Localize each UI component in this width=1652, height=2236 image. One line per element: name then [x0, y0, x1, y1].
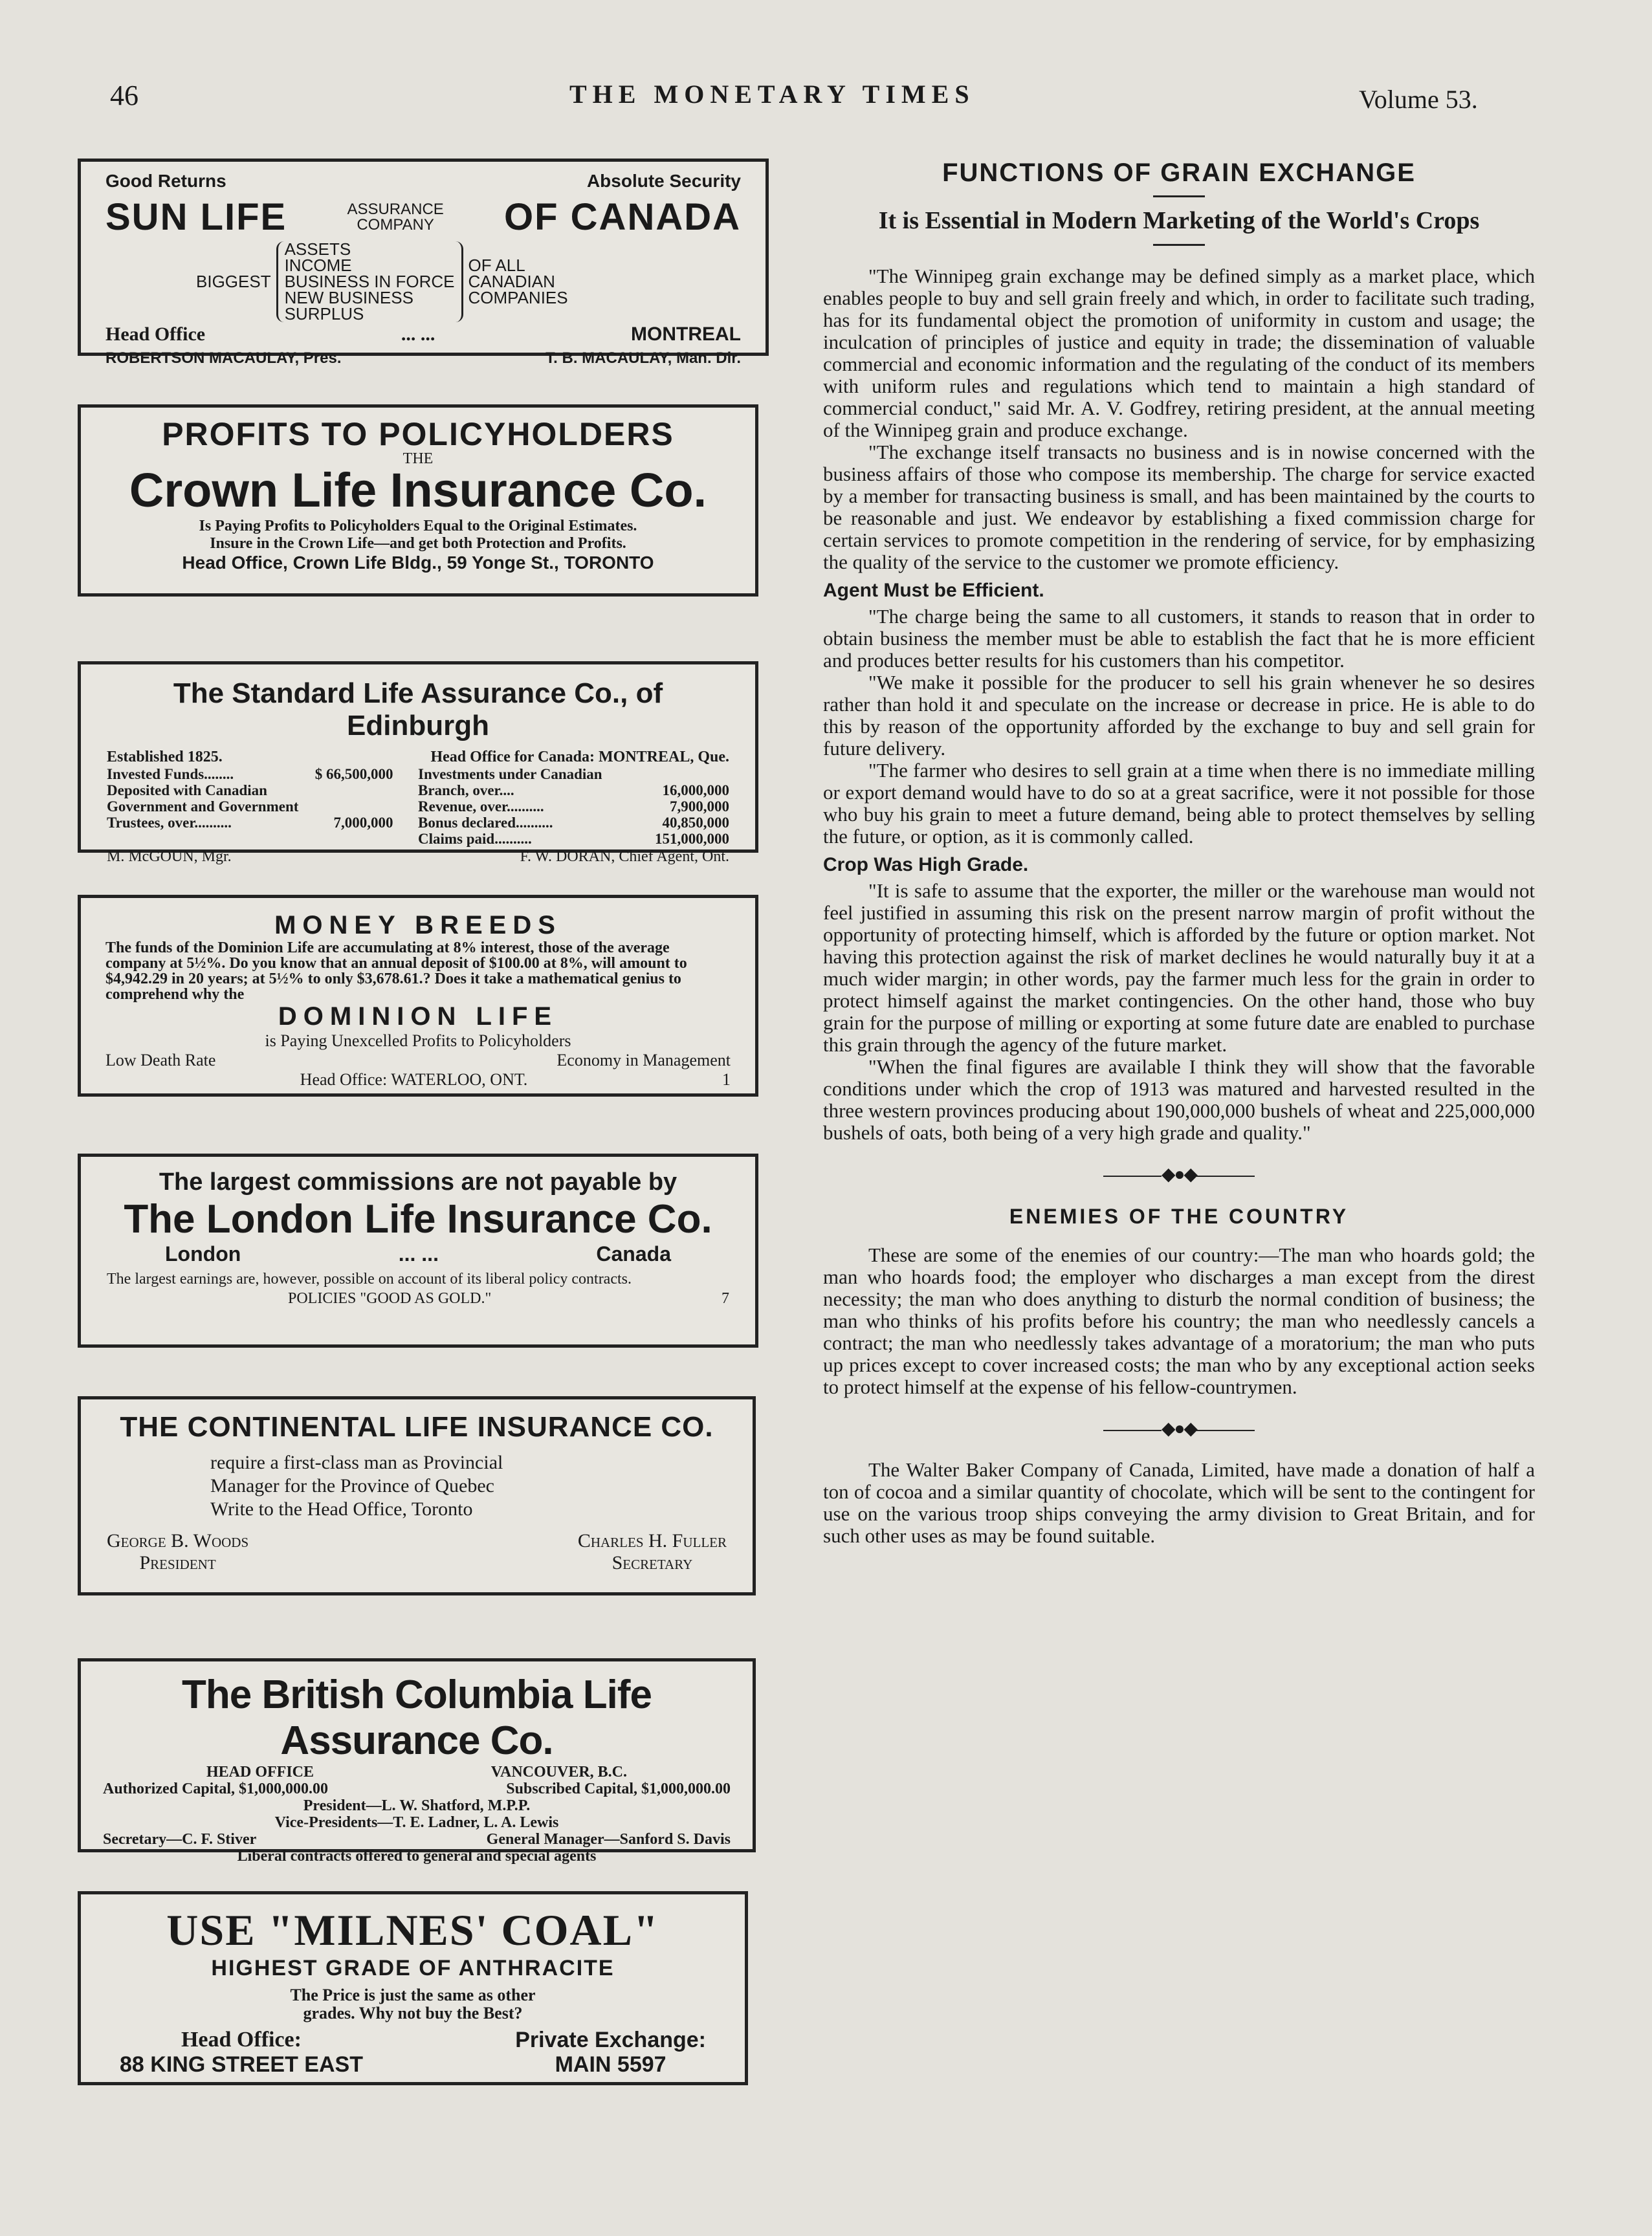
dominion-line-1: is Paying Unexcelled Profits to Policyholders [265, 1031, 571, 1050]
managing-director: T. B. MACAULAY, Man. Dir. [545, 349, 741, 367]
continental-body: require a first-class man as Provincial Manager for the Province of Quebec Write to the Head Office, Toronto [210, 1452, 503, 1520]
standard-name: The Standard Life Assurance Co., of Edinburgh [173, 677, 663, 741]
dominion-body: The funds of the Dominion Life are accumulating at 8% interest, those of the average company at 5½%. Do you know that an annual deposit of $100.00 at 8%, will amount to $4,942.29 in 20 years; at 5½% to only $3,678.61.? Does it take a mathematical genius to comprehend why the [105, 939, 687, 1003]
dots: ... ... [398, 1242, 439, 1266]
grain-article-title: FUNCTIONS OF GRAIN EXCHANGE [942, 159, 1416, 187]
continental-president: George B. Woods President [107, 1530, 249, 1573]
crown-name: Crown Life Insurance Co. [129, 463, 707, 517]
ad-crown-life [78, 404, 758, 597]
crown-line-1: Is Paying Profits to Policyholders Equal to the Original Estimates. [199, 518, 637, 534]
volume-label: Volume 53. [1359, 85, 1478, 114]
enemies-title: ENEMIES OF THE COUNTRY [1009, 1205, 1349, 1228]
of-canada: OF CANADA [504, 196, 741, 238]
crown-headline: PROFITS TO POLICYHOLDERS [162, 416, 674, 452]
dominion-headline: MONEY BREEDS [274, 911, 562, 939]
coal-line-1: The Price is just the same as other [290, 1986, 536, 2004]
grain-paragraph-5: "The farmer who desires to sell grain at a time when there is no immediate milling or export demand would have to do so at a great sacrifice, were it not possible for those who buy his grain to meet a future demand, being able to protect themselves by selling the future, or option, as it is commonly called. [823, 759, 1535, 848]
standard-left-col: Invested Funds........ $ 66,500,000 Deposited with Canadian Government and Government Trustees, over.......... 7,000,000 [107, 766, 393, 831]
grain-paragraph-2: "The exchange itself transacts no business and is in nowise concerned with the business affairs of those who compose its membership. The charge for service exacted by a member for transacting business is small, and has been maintained by the courts to be reasonable and just. We endeavor by establishing a fixed commission charge for certain services to promote competition in the rendering of service, for by emphasizing the quality of the service to the customer we promote efficiency. [823, 441, 1535, 573]
coal-line-2: grades. Why not buy the Best? [303, 2004, 523, 2022]
sun-life-name: SUN LIFE [105, 196, 287, 238]
grain-paragraph-4: "We make it possible for the producer to sell his grain whenever he so desires rather than hold it and speculate on the increase or decrease in price. He is able to do this by reason of the opportunity afforded by the exchange to buy and sell grain for future delivery. [823, 671, 1535, 760]
london-headline: The largest commissions are not payable by [159, 1168, 677, 1196]
grain-subhead-agent: Agent Must be Efficient. [823, 580, 1044, 601]
bc-secretary: Secretary—C. F. Stiver [103, 1831, 257, 1848]
london-body: The largest earnings are, however, possible on account of its liberal policy contracts. [107, 1271, 632, 1288]
biggest-items: ASSETS INCOME BUSINESS IN FORCE NEW BUSINESS SURPLUS [276, 241, 463, 322]
london-city: London [165, 1242, 241, 1266]
standard-head-office: Head Office for Canada: MONTREAL, Que. [430, 749, 729, 765]
grain-paragraph-7: "When the final figures are available I think they will show that the favorable conditions under which the crop of 1913 was matured and harvested resulted in the three western provinces producing about 190,000,000 bushels of wheat and 225,000,000 bushels of oats, both being of a very high grade and quality." [823, 1055, 1535, 1144]
page-header [0, 71, 1652, 129]
economy-management: Economy in Management [556, 1051, 731, 1069]
assurance-company: ASSURANCE COMPANY [347, 200, 444, 234]
continental-secretary: Charles H. Fuller Secretary [577, 1530, 727, 1573]
bc-president: President—L. W. Shatford, M.P.P. [303, 1797, 531, 1814]
canada: Canada [596, 1242, 671, 1266]
grain-paragraph-6: "It is safe to assume that the exporter, the miller or the warehouse man would not feel justified in assuming this risk on the present narrow margin of profit without the opportunity of protecting himself, which is afforded by the future or option market. Not having this protection against the risk of market declines he would naturally buy it at a much wider margin; in other words, pay the farmer much less for the grain in order to protect himself against the market contingencies. On the other hand, those who buy grain for the purpose of milling or exporting at some future date are enabled to purchase this grain through the agency of the future market. [823, 879, 1535, 1056]
ornament-divider-2: ◆●◆ [823, 1418, 1535, 1440]
coal-headline: USE "MILNES' COAL" [166, 1905, 659, 1955]
coal-sub: HIGHEST GRADE OF ANTHRACITE [211, 1956, 615, 1980]
dominion-name: DOMINION LIFE [278, 1002, 558, 1031]
grain-article-subtitle: It is Essential in Modern Marketing of the World's Crops [878, 207, 1480, 234]
london-num: 7 [721, 1290, 729, 1307]
bc-name: The British Columbia Life Assurance Co. [182, 1672, 652, 1763]
ad-continental-life [78, 1396, 756, 1595]
ad-sun-life [78, 159, 769, 367]
coal-private-exchange: Private Exchange: MAIN 5597 [515, 2028, 706, 2077]
bc-contracts: Liberal contracts offered to general and special agents [237, 1848, 597, 1865]
policies-good-as-gold: POLICIES "GOOD AS GOLD." [288, 1290, 492, 1307]
journal-title: THE MONETARY TIMES [569, 80, 975, 109]
crown-line-2: Insure in the Crown Life—and get both Protection and Profits. [210, 535, 626, 552]
head-office-city: MONTREAL [631, 323, 741, 345]
dominion-num: 1 [721, 1070, 731, 1089]
low-death-rate: Low Death Rate [105, 1051, 216, 1069]
crown-the: THE [402, 450, 434, 467]
dominion-head-office: Head Office: WATERLOO, ONT. [300, 1070, 528, 1089]
bc-head-office-label: HEAD OFFICE [206, 1764, 314, 1781]
head-office-label: Head Office [105, 323, 206, 345]
coal-head-office: Head Office: 88 KING STREET EAST [120, 2028, 363, 2077]
tag-good-returns: Good Returns [105, 171, 226, 191]
grain-subhead-crop: Crop Was High Grade. [823, 854, 1029, 875]
bc-subscribed: Subscribed Capital, $1,000,000.00 [506, 1781, 731, 1797]
bc-head-office-city: VANCOUVER, B.C. [490, 1764, 627, 1781]
biggest-block [196, 241, 741, 322]
standard-agent: F. W. DORAN, Chief Agent, Ont. [520, 848, 729, 865]
crown-head-office: Head Office, Crown Life Bldg., 59 Yonge St., TORONTO [182, 553, 654, 573]
ad-british-columbia-life [78, 1658, 756, 1865]
article-column [823, 159, 1535, 1547]
ad-milnes-coal [78, 1891, 748, 2085]
enemies-paragraph: These are some of the enemies of our country:—The man who hoards gold; the man who hoards food; the employer who discharges a man except from the direst necessity; the man who does anything to disturb the normal condition of business; the man who thinks of his profits before his country; the man who needlessly cancels a contract; the man who needlessly takes advantage of a moratorium; the man who puts up prices except to cover increased costs; the man who by any exceptional action seeks to protect himself at the expense of his fellow-countrymen. [823, 1244, 1535, 1398]
grain-paragraph-1: "The Winnipeg grain exchange may be defined simply as a market place, which enables people to buy and sell grain freely and which, in order to facilitate such trading, has for its fundamental object the promotion of uniformity in custom and usage; the inculcation of principles of justice and equity in trade; the dissemination of valuable commercial and economic information and the regulating of the conduct of its members with uniform rules and regulations which tend to maintain a high standard of commercial conduct," said Mr. A. V. Godfrey, retiring president, at the annual meeting of the Winnipeg grain and produce exchange. [823, 265, 1535, 441]
standard-manager: M. McGOUN, Mgr. [107, 848, 232, 865]
ad-standard-life [78, 661, 758, 865]
subtitle-rule [1153, 244, 1205, 246]
dots: ... ... [401, 323, 435, 345]
london-name: The London Life Insurance Co. [124, 1197, 712, 1242]
ad-dominion-life [78, 895, 758, 1097]
tag-absolute-security: Absolute Security [586, 171, 741, 191]
biggest-label: BIGGEST [196, 272, 271, 291]
president: ROBERTSON MACAULAY, Pres. [105, 349, 342, 367]
baker-paragraph: The Walter Baker Company of Canada, Limited, have made a donation of half a ton of cocoa and a similar quantity of chocolate, which will be sent to the contingent for use on the various troop ships conveying the army division to Great Britain, and for such other uses as may be found suitable. [823, 1458, 1535, 1547]
continental-name: THE CONTINENTAL LIFE INSURANCE CO. [120, 1411, 714, 1443]
page-number: 46 [110, 80, 138, 111]
bc-authorized: Authorized Capital, $1,000,000.00 [103, 1781, 328, 1797]
bc-vice-presidents: Vice-Presidents—T. E. Ladner, L. A. Lewis [274, 1814, 559, 1831]
title-rule [1153, 195, 1205, 197]
of-all-companies: OF ALL CANADIAN COMPANIES [468, 256, 568, 307]
standard-right-col: Investments under Canadian Branch, over.... 16,000,000 Revenue, over.......... 7,900,000 Bonus declared.......... 40,850,000 Claims paid.......... 151,000,000 [418, 766, 729, 847]
ad-london-life [78, 1154, 758, 1348]
grain-paragraph-3: "The charge being the same to all customers, it stands to reason that in order to obtain business the member must be able to establish the fact that he is more efficient and produces better results for his customers than his competitor. [823, 605, 1535, 672]
ornament-divider: ◆●◆ [823, 1163, 1535, 1185]
bc-general-manager: General Manager—Sanford S. Davis [486, 1831, 731, 1848]
standard-established: Established 1825. [107, 749, 223, 765]
